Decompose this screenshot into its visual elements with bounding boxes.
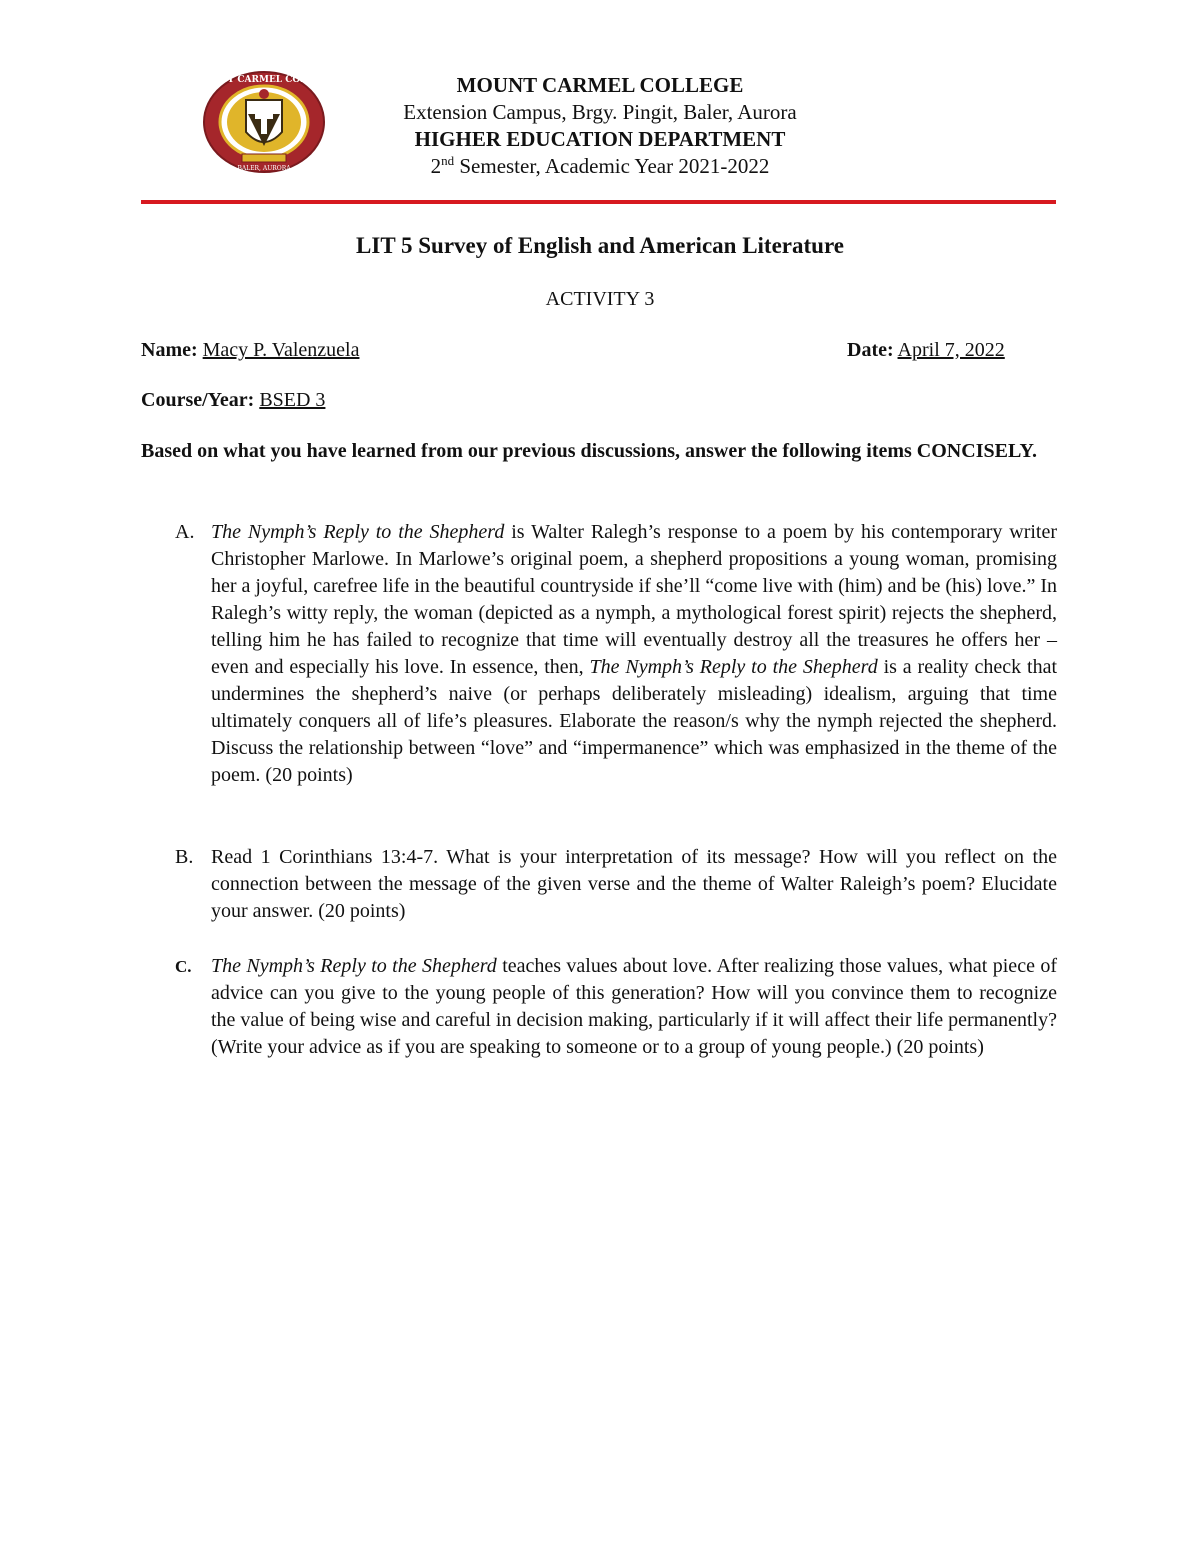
activity-label: ACTIVITY 3	[545, 288, 655, 310]
header-divider	[141, 200, 1056, 204]
college-header	[300, 72, 900, 180]
question-b	[175, 844, 1057, 925]
question-text: Read 1 Corinthians 13:4-7. What is your interpretation of its message? How will you reflect on the connection between the message of the given verse and the theme of Walter Raleigh’s poem? Elucidate your answer. (20 points)	[211, 846, 1057, 922]
name-field	[141, 339, 359, 362]
semester-line: 2nd Semester, Academic Year 2021-2022	[430, 153, 770, 178]
course-year-field	[141, 389, 325, 412]
question-text: The Nymph’s Reply to the Shepherd is Walter Ralegh’s response to a poem by his contemporary writer Christopher Marlowe. In Marlowe’s original poem, a shepherd propositions a young woman, promising her a joyful, carefree life in the beautiful countryside if she’ll “come live with (him) and be (his) love.” In Ralegh’s witty reply, the woman (depicted as a nymph, a mythological forest spirit) rejects the shepherd, telling him he has failed to recognize that time will eventually destroy all the treasures he offers her – even and especially his love. In essence, then, The Nymph’s Reply to the Shepherd is a reality check that undermines the shepherd’s naive (or perhaps deliberately misleading) idealism, arguing that time ultimately conquers all of life’s pleasures. Elaborate the reason/s why the nymph rejected the shepherd. Discuss the relationship between “love” and “impermanence” which was emphasized in the theme of the poem. (20 points)	[211, 521, 1058, 786]
question-a	[175, 519, 1057, 789]
question-letter: B.	[175, 846, 194, 868]
name-label: Name:	[141, 339, 198, 361]
svg-text:BALER, AURORA: BALER, AURORA	[237, 165, 291, 172]
question-letter: C.	[175, 957, 192, 976]
svg-text:MOUNT CARMEL COLLEGE: MOUNT CARMEL COLLEGE	[193, 75, 335, 85]
question-text: The Nymph’s Reply to the Shepherd teaches values about love. After realizing those values, what piece of advice can you give to the young people of this generation? How will you convince them to recognize the value of being wise and careful in decision making, particularly if it will affect their life permanently? (Write your advice as if you are speaking to someone or to a group of young people.) (20 points)	[211, 955, 1057, 1058]
name-value: Macy P. Valenzuela	[202, 339, 360, 361]
course-year-value: BSED 3	[259, 389, 326, 411]
date-field	[847, 339, 1005, 362]
date-label: Date:	[847, 339, 894, 361]
course-year-label: Course/Year:	[141, 389, 255, 411]
course-title: LIT 5 Survey of English and American Literature	[356, 233, 844, 258]
campus-address: Extension Campus, Brgy. Pingit, Baler, Aurora	[403, 100, 797, 124]
instructions: Based on what you have learned from our previous discussions, answer the following items CONCISELY.	[141, 440, 1038, 462]
department-name: HIGHER EDUCATION DEPARTMENT	[414, 127, 786, 151]
question-letter: A.	[175, 521, 195, 543]
college-name: MOUNT CARMEL COLLEGE	[456, 73, 744, 97]
date-value: April 7, 2022	[897, 339, 1005, 361]
question-c	[175, 953, 1057, 1061]
